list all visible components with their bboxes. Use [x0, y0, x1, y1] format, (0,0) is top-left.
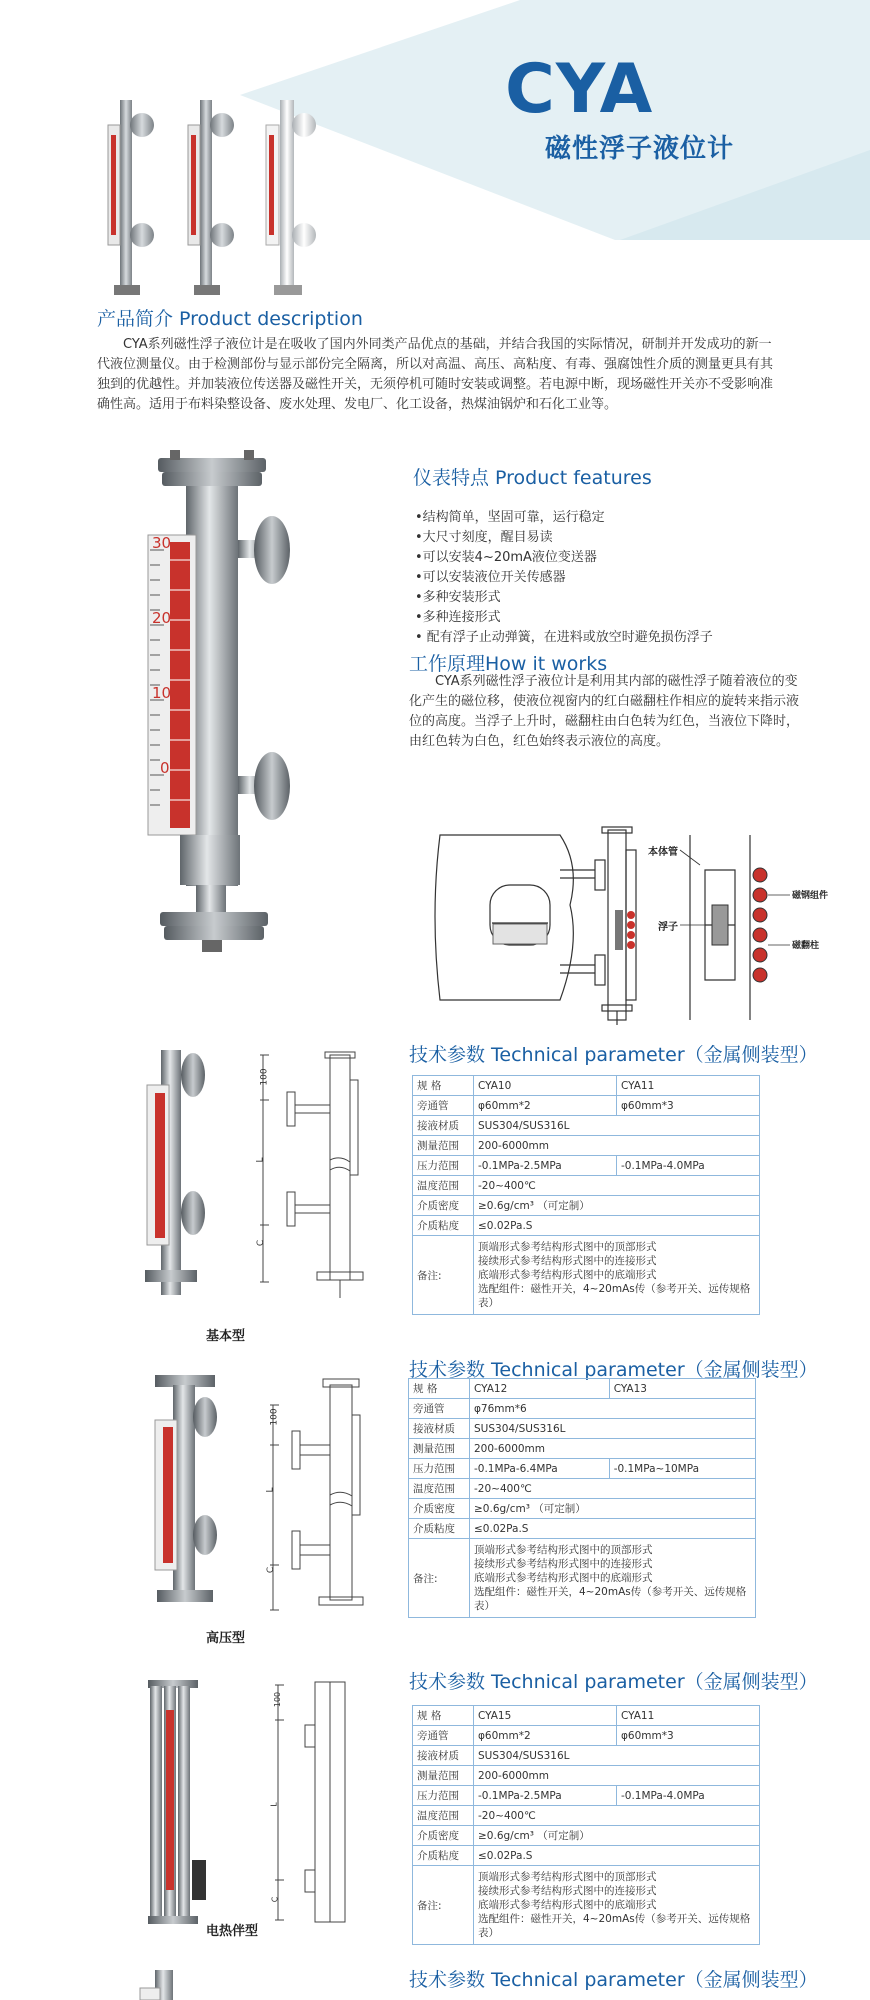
spec-table-2 — [408, 1378, 756, 1618]
table-cell: φ76mm*6 — [470, 1399, 756, 1419]
next-product-photo-partial — [135, 1970, 195, 2000]
table-cell: 旁通管 — [409, 1399, 470, 1419]
table-cell: -20~400℃ — [474, 1806, 760, 1826]
note-line: 底端形式参考结构形式图中的底端形式 — [478, 1269, 657, 1281]
feature-item: •结构简单，坚固可靠，运行稳定 — [415, 510, 605, 525]
table-cell: 旁通管 — [413, 1726, 474, 1746]
table-row — [413, 1236, 760, 1315]
electric-heating-photo — [140, 1680, 225, 1925]
label-magnet-assembly: 磁钢组件 — [792, 891, 829, 901]
table-cell: SUS304/SUS316L — [470, 1419, 756, 1439]
table-cell: 压力范围 — [409, 1459, 470, 1479]
table-cell: -0.1MPa-4.0MPa — [616, 1786, 759, 1806]
gauge-scale-0: 0 — [160, 759, 170, 777]
principle-heading: 工作原理How it works — [409, 653, 608, 675]
table-cell: ≥0.6g/cm³ （可定制） — [474, 1826, 760, 1846]
table-cell: 接液材质 — [413, 1116, 474, 1136]
label-float: 浮子 — [658, 922, 678, 933]
table-cell — [470, 1539, 756, 1618]
label-flip-column: 磁翻柱 — [792, 941, 820, 951]
feature-item: •多种安装形式 — [415, 590, 501, 605]
table-cell: ≤0.02Pa.S — [474, 1846, 760, 1866]
table-cell: 测量范围 — [413, 1136, 474, 1156]
table-row — [413, 1116, 760, 1136]
features-heading: 仪表特点 Product features — [413, 467, 652, 489]
table-row — [409, 1499, 756, 1519]
table-cell: 接液材质 — [409, 1419, 470, 1439]
table-cell: ≤0.02Pa.S — [474, 1216, 760, 1236]
table-cell: CYA15 — [474, 1706, 617, 1726]
table-cell: -0.1MPa-4.0MPa — [616, 1156, 759, 1176]
table-cell: φ60mm*2 — [474, 1726, 617, 1746]
page-subtitle: 磁性浮子液位计 — [545, 134, 735, 164]
table-cell: 规 格 — [409, 1379, 470, 1399]
table-row — [413, 1216, 760, 1236]
feature-item: •大尺寸刻度，醒目易读 — [415, 530, 553, 545]
table-row — [409, 1379, 756, 1399]
table-cell: CYA11 — [616, 1076, 759, 1096]
table-row — [413, 1806, 760, 1826]
table-cell: φ60mm*3 — [616, 1096, 759, 1116]
working-principle-diagram — [430, 825, 810, 1030]
table-row — [413, 1766, 760, 1786]
table-cell: 测量范围 — [413, 1766, 474, 1786]
table-cell: 200-6000mm — [470, 1439, 756, 1459]
dim-c: C — [256, 1239, 267, 1247]
high-pressure-drawing — [265, 1375, 385, 1615]
table-cell — [474, 1236, 760, 1315]
note-line: 顶端形式参考结构形式图中的顶部形式 — [478, 1241, 657, 1253]
table-cell: φ60mm*2 — [474, 1096, 617, 1116]
table-cell: ≥0.6g/cm³ （可定制） — [470, 1499, 756, 1519]
note-line: 底端形式参考结构形式图中的底端形式 — [478, 1899, 657, 1911]
table-cell: 介质密度 — [413, 1196, 474, 1216]
table-row — [409, 1479, 756, 1499]
table-cell: CYA12 — [470, 1379, 610, 1399]
feature-item: •多种连接形式 — [415, 610, 501, 625]
table-cell: -0.1MPa-2.5MPa — [474, 1786, 617, 1806]
table-row — [413, 1136, 760, 1156]
spec-heading-2: 技术参数 Technical parameter（金属侧装型） — [409, 1359, 818, 1381]
spec-heading-1: 技术参数 Technical parameter（金属侧装型） — [409, 1044, 818, 1066]
dim-top: 100 — [269, 1408, 280, 1426]
table-row — [409, 1439, 756, 1459]
table-cell: SUS304/SUS316L — [474, 1746, 760, 1766]
basic-type-drawing — [255, 1050, 375, 1300]
table-cell: 压力范围 — [413, 1156, 474, 1176]
note-line: 选配组件：磁性开关，4~20mAs传（参考开关、远传规格表） — [474, 1586, 747, 1612]
note-line: 顶端形式参考结构形式图中的顶部形式 — [478, 1871, 657, 1883]
table-row — [413, 1866, 760, 1945]
table-row — [413, 1076, 760, 1096]
spec-table-1 — [412, 1075, 760, 1315]
table-cell: 备注: — [413, 1236, 474, 1315]
electric-heating-drawing — [270, 1680, 370, 1925]
table-cell: -0.1MPa-2.5MPa — [474, 1156, 617, 1176]
table-row — [409, 1419, 756, 1439]
principle-text: CYA系列磁性浮子液位计是利用其内部的磁性浮子随着液位的变化产生的磁位移，使液位视窗内的红白磁翻柱作相应的旋转来指示液位的高度。当浮子上升时，磁翻柱由白色转为红色，当液位下降时，由红色转为白色，红色始终表示液位的高度。 — [409, 674, 800, 749]
table-cell: 压力范围 — [413, 1786, 474, 1806]
caption-high-pressure: 高压型 — [206, 1631, 246, 1646]
dim-c: C — [266, 1566, 277, 1574]
table-cell: SUS304/SUS316L — [474, 1116, 760, 1136]
note-line: 接续形式参考结构形式图中的连接形式 — [478, 1255, 657, 1267]
basic-type-photo — [135, 1045, 220, 1300]
gauge-scale-10: 10 — [152, 684, 172, 702]
note-line: 顶端形式参考结构形式图中的顶部形式 — [474, 1544, 653, 1556]
table-cell: -20~400℃ — [470, 1479, 756, 1499]
gauge-scale-20: 20 — [152, 609, 172, 627]
table-cell: -20~400℃ — [474, 1176, 760, 1196]
dim-top: 100 — [273, 1691, 283, 1708]
note-line: 接续形式参考结构形式图中的连接形式 — [478, 1885, 657, 1897]
table-row — [413, 1746, 760, 1766]
page-title: CYA — [505, 50, 654, 129]
table-cell: 200-6000mm — [474, 1766, 760, 1786]
table-cell: 介质密度 — [413, 1826, 474, 1846]
table-cell: -0.1MPa~10MPa — [609, 1459, 755, 1479]
table-row — [413, 1706, 760, 1726]
table-cell: 接液材质 — [413, 1746, 474, 1766]
caption-electric-heating: 电热伴型 — [206, 1924, 259, 1939]
caption-basic-type: 基本型 — [206, 1329, 246, 1344]
table-row — [409, 1519, 756, 1539]
table-cell: ≤0.02Pa.S — [470, 1519, 756, 1539]
table-cell: 介质密度 — [409, 1499, 470, 1519]
table-cell: 测量范围 — [409, 1439, 470, 1459]
table-row — [413, 1096, 760, 1116]
table-cell: ≥0.6g/cm³ （可定制） — [474, 1196, 760, 1216]
table-row — [413, 1156, 760, 1176]
label-body-pipe: 本体管 — [648, 847, 678, 858]
table-row — [413, 1846, 760, 1866]
table-cell: 备注: — [413, 1866, 474, 1945]
table-cell: 温度范围 — [413, 1176, 474, 1196]
dim-l: L — [265, 1487, 276, 1493]
table-row — [413, 1826, 760, 1846]
table-cell: CYA10 — [474, 1076, 617, 1096]
dim-l: L — [255, 1157, 266, 1163]
table-cell: CYA13 — [609, 1379, 755, 1399]
table-cell: 备注: — [409, 1539, 470, 1618]
table-cell: CYA11 — [616, 1706, 759, 1726]
table-cell: 规 格 — [413, 1076, 474, 1096]
table-cell: 温度范围 — [409, 1479, 470, 1499]
note-line: 底端形式参考结构形式图中的底端形式 — [474, 1572, 653, 1584]
features-list — [415, 508, 713, 648]
gauge-scale-30: 30 — [152, 534, 172, 552]
dim-c: C — [270, 1896, 280, 1903]
dim-top: 100 — [259, 1068, 270, 1086]
table-row — [409, 1399, 756, 1419]
table-cell: 旁通管 — [413, 1096, 474, 1116]
table-cell: 规 格 — [413, 1706, 474, 1726]
note-line: 选配组件：磁性开关，4~20mAs传（参考开关、远传规格表） — [478, 1283, 751, 1309]
table-row — [413, 1726, 760, 1746]
feature-item: • 配有浮子止动弹簧，在进料或放空时避免损伤浮子 — [415, 630, 713, 645]
table-cell: 介质粘度 — [409, 1519, 470, 1539]
table-row — [413, 1176, 760, 1196]
table-row — [409, 1539, 756, 1618]
table-cell: φ60mm*3 — [616, 1726, 759, 1746]
spec-heading-3: 技术参数 Technical parameter（金属侧装型） — [409, 1671, 818, 1693]
table-cell — [474, 1866, 760, 1945]
feature-item: •可以安装液位开关传感器 — [415, 570, 566, 585]
table-cell: 介质粘度 — [413, 1216, 474, 1236]
table-cell: -0.1MPa-6.4MPa — [470, 1459, 610, 1479]
table-row — [409, 1459, 756, 1479]
intro-heading: 产品简介 Product description — [97, 308, 363, 330]
product-photos-top — [100, 95, 350, 300]
spec-heading-4: 技术参数 Technical parameter（金属侧装型） — [409, 1969, 818, 1991]
large-gauge-photo — [140, 450, 315, 955]
table-cell: 介质粘度 — [413, 1846, 474, 1866]
table-row — [413, 1786, 760, 1806]
high-pressure-photo — [145, 1375, 230, 1615]
note-line: 选配组件：磁性开关，4~20mAs传（参考开关、远传规格表） — [478, 1913, 751, 1939]
feature-item: •可以安装4~20mA液位变送器 — [415, 550, 597, 565]
spec-table-3 — [412, 1705, 760, 1945]
note-line: 接续形式参考结构形式图中的连接形式 — [474, 1558, 653, 1570]
intro-text: CYA系列磁性浮子液位计是在吸收了国内外同类产品优点的基础，并结合我国的实际情况，研制并开发成功的新一代液位测量仪。由于检测部份与显示部份完全隔离，所以对高温、高压、高粘度、有毒、强腐蚀性介质的测量更具有其独到的优越性。并加装液位传送器及磁性开关，无须停机可随时安装或调整。若电源中断，现场磁性开关亦不受影响准确性高。适用于布料染整设备、废水处理、发电厂、化工设备，热煤油锅炉和石化工业等。 — [97, 337, 774, 412]
table-cell: 温度范围 — [413, 1806, 474, 1826]
table-cell: 200-6000mm — [474, 1136, 760, 1156]
dim-l: L — [269, 1802, 279, 1807]
table-row — [413, 1196, 760, 1216]
